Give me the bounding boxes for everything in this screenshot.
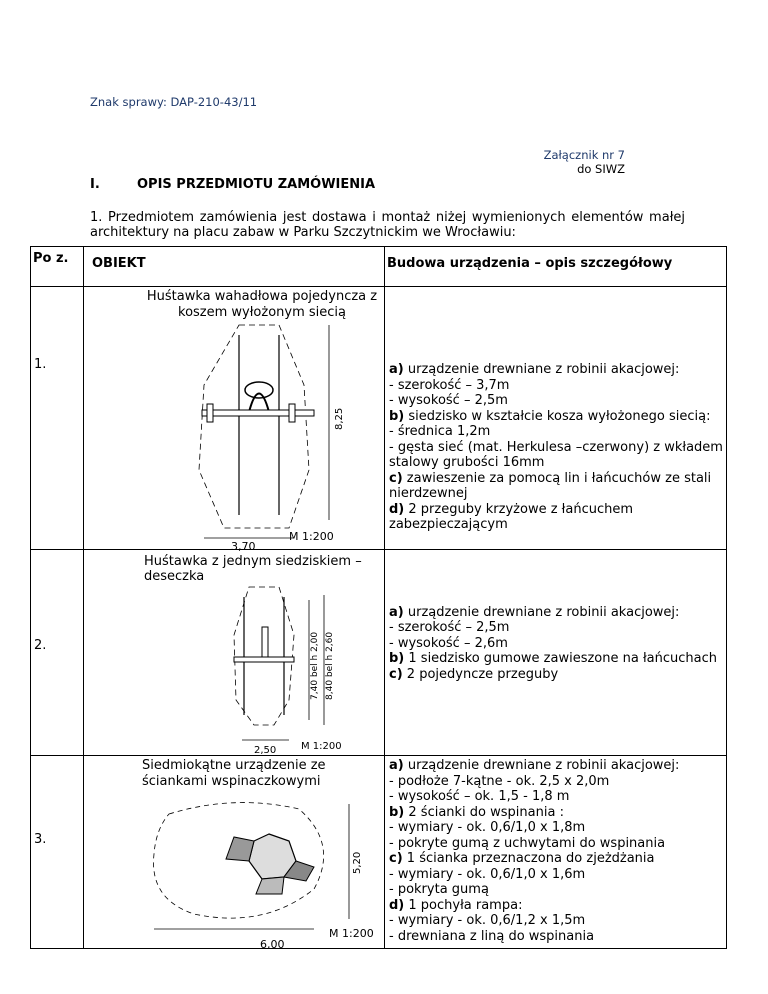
description-cell bbox=[385, 287, 727, 550]
desc-line: b) 1 siedzisko gumowe zawieszone na łańcuchach bbox=[389, 651, 717, 666]
object-cell bbox=[84, 549, 385, 756]
description-cell bbox=[385, 549, 727, 756]
object-title: Huśtawka z jednym siedziskiem – deseczka bbox=[144, 553, 362, 584]
desc-line: b) 2 ścianki do wspinania : bbox=[389, 804, 564, 820]
drawing-climbing-structure bbox=[84, 789, 376, 939]
desc-line: - średnica 1,2m bbox=[389, 424, 491, 439]
annex-number: Załącznik nr 7 bbox=[543, 148, 625, 162]
desc-line: - szerokość – 2,5m bbox=[389, 620, 510, 635]
desc-line: a) urządzenie drewniane z robinii akacjowej: bbox=[389, 758, 680, 773]
desc-line: - wymiary - ok. 0,6/1,2 x 1,5m bbox=[389, 913, 586, 928]
object-cell bbox=[84, 287, 385, 553]
table-row bbox=[31, 549, 727, 756]
desc-line: - pokryte gumą z uchwytami do wspinania bbox=[389, 835, 666, 851]
description-cell bbox=[385, 756, 727, 949]
desc-line: - gęsta sieć (mat. Herkulesa –czerwony) z wkładem stalowy grubości 16mm bbox=[389, 439, 723, 470]
header-object: OBIEKT bbox=[84, 247, 385, 287]
desc-line: d) 1 pochyła rampa: bbox=[389, 897, 523, 913]
annex-siwz: do SIWZ bbox=[577, 162, 625, 176]
desc-line: - wymiary - ok. 0,6/1,0 x 1,6m bbox=[389, 866, 586, 882]
dim-height-2: 8,40 bel h 2,60 bbox=[325, 631, 335, 700]
table-header-row bbox=[31, 247, 727, 287]
object-title: Huśtawka wahadłowa pojedyncza z koszem wyłożonym siecią bbox=[146, 289, 378, 320]
header-no: Po z. bbox=[31, 247, 84, 287]
scale-label: M 1:200 bbox=[301, 741, 342, 752]
dim-width: 3,70 bbox=[231, 539, 256, 553]
desc-line: a) urządzenie drewniane z robinii akacjowej: bbox=[389, 362, 680, 377]
row-number-cell bbox=[31, 549, 84, 756]
desc-line: - podłoże 7-kątne - ok. 2,5 x 2,0m bbox=[389, 773, 610, 789]
dim-width: 6,00 bbox=[260, 937, 285, 951]
drawing-swing-plank bbox=[84, 585, 376, 745]
row-number: 3. bbox=[34, 832, 47, 847]
section-title: OPIS PRZEDMIOTU ZAMÓWIENIA bbox=[137, 177, 376, 192]
table-row bbox=[31, 287, 727, 550]
desc-line: - szerokość – 3,7m bbox=[389, 377, 510, 393]
drawing-swing-basket bbox=[84, 320, 376, 542]
object-cell bbox=[84, 756, 385, 949]
row-number-cell bbox=[31, 756, 84, 949]
desc-line: c) zawieszenie za pomocą lin i łańcuchów ze stali nierdzewnej bbox=[389, 470, 712, 501]
desc-line: c) 2 pojedyncze przeguby bbox=[389, 666, 559, 682]
desc-line: - wymiary - ok. 0,6/1,0 x 1,8m bbox=[389, 820, 586, 835]
intro-paragraph: 1. Przedmiotem zamówienia jest dostawa i montaż niżej wymienionych elementów małej architektury na placu zabaw w Parku Szczytnickim we Wrocławiu: bbox=[90, 210, 685, 240]
desc-line: - wysokość – 2,5m bbox=[389, 393, 508, 408]
annex-label bbox=[544, 148, 625, 176]
desc-line: a) urządzenie drewniane z robinii akacjowej: bbox=[389, 604, 680, 620]
row-number: 2. bbox=[34, 637, 47, 653]
header-description: Budowa urządzenia – opis szczegółowy bbox=[385, 247, 727, 287]
row-number: 1. bbox=[34, 357, 47, 372]
section-number: I. bbox=[90, 177, 100, 192]
spec-table bbox=[30, 246, 727, 949]
row-number-cell bbox=[31, 287, 84, 550]
desc-line: - drewniana z liną do wspinania bbox=[389, 928, 595, 944]
case-number: Znak sprawy: DAP-210-43/11 bbox=[90, 95, 258, 109]
scale-label: M 1:200 bbox=[289, 529, 334, 543]
desc-line: - wysokość – ok. 1,5 - 1,8 m bbox=[389, 789, 570, 804]
desc-line: c) 1 ścianka przeznaczona do zjeżdżania bbox=[389, 851, 655, 866]
desc-line: d) 2 przeguby krzyżowe z łańcuchem zabezpieczającym bbox=[389, 501, 634, 532]
dim-height: 8,25 bbox=[334, 407, 345, 430]
table-row bbox=[31, 756, 727, 949]
dim-height-1: 7,40 bel h 2,00 bbox=[310, 631, 320, 700]
desc-line: b) siedzisko w kształcie kosza wyłożonego siecią: bbox=[389, 408, 711, 424]
dim-height: 5,20 bbox=[352, 851, 363, 874]
desc-line: - wysokość – 2,6m bbox=[389, 635, 508, 651]
scale-label: M 1:200 bbox=[329, 926, 374, 940]
desc-line: - pokryta gumą bbox=[389, 882, 489, 897]
dim-width: 2,50 bbox=[254, 745, 277, 756]
object-title: Siedmiokątne urządzenie ze ściankami wspinaczkowymi bbox=[142, 758, 326, 789]
